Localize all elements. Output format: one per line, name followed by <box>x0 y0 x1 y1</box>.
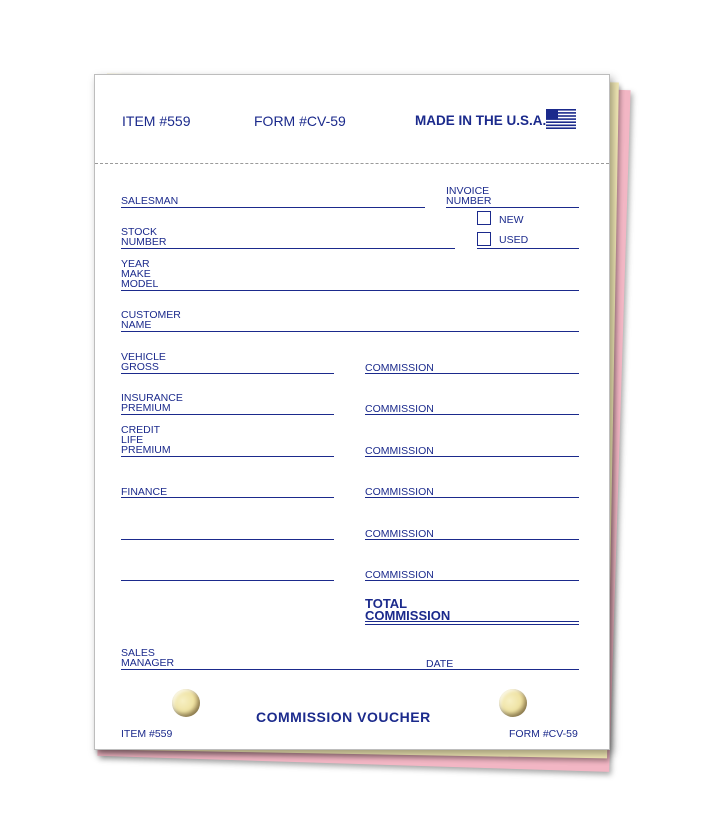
commission-line[interactable] <box>365 373 579 374</box>
invoice-number-line[interactable] <box>446 207 579 208</box>
new-label: NEW <box>499 214 524 226</box>
commission-label: COMMISSION <box>365 445 434 457</box>
total-commission-line[interactable] <box>365 621 579 622</box>
finance-label: FINANCE <box>121 486 168 498</box>
customer-name-line[interactable] <box>121 331 579 332</box>
us-flag-icon <box>546 109 576 129</box>
vehicle-gross-line[interactable] <box>121 373 334 374</box>
commission-label: COMMISSION <box>365 486 434 498</box>
commission-line[interactable] <box>365 580 579 581</box>
invoice-number-label: INVOICE NUMBER <box>446 185 492 207</box>
commission-label: COMMISSION <box>365 569 434 581</box>
blank-item-line[interactable] <box>121 539 334 540</box>
perforation-line <box>95 163 609 164</box>
new-used-underline <box>477 248 579 249</box>
salesman-label: SALESMAN <box>121 195 179 207</box>
commission-line[interactable] <box>365 414 579 415</box>
binding-hole-icon <box>499 689 527 717</box>
commission-label: COMMISSION <box>365 403 434 415</box>
insurance-premium-label: INSURANCE PREMIUM <box>121 392 183 414</box>
sales-manager-label: SALES MANAGER <box>121 647 175 669</box>
used-checkbox[interactable] <box>477 232 491 246</box>
vehicle-gross-label: VEHICLE GROSS <box>121 351 166 373</box>
commission-line[interactable] <box>365 497 579 498</box>
header-item-number: ITEM #559 <box>122 113 191 129</box>
binding-hole-icon <box>172 689 200 717</box>
new-checkbox[interactable] <box>477 211 491 225</box>
blank-item-line[interactable] <box>121 580 334 581</box>
commission-line[interactable] <box>365 456 579 457</box>
credit-life-premium-label: CREDIT LIFE PREMIUM <box>121 424 171 456</box>
sales-manager-line[interactable] <box>121 669 579 670</box>
date-label: DATE <box>426 658 454 670</box>
commission-label: COMMISSION <box>365 362 434 374</box>
credit-life-premium-line[interactable] <box>121 456 334 457</box>
total-commission-double-line <box>365 624 579 625</box>
salesman-line[interactable] <box>121 207 425 208</box>
total-commission-label: TOTAL COMMISSION <box>365 596 451 623</box>
used-label: USED <box>499 234 529 246</box>
finance-line[interactable] <box>121 497 334 498</box>
voucher-title: COMMISSION VOUCHER <box>256 709 431 725</box>
footer-item-number: ITEM #559 <box>121 728 173 740</box>
customer-name-label: CUSTOMER NAME <box>121 309 181 331</box>
year-make-model-line[interactable] <box>121 290 579 291</box>
header-form-number: FORM #CV-59 <box>254 113 346 129</box>
footer-form-number: FORM #CV-59 <box>509 728 578 740</box>
commission-line[interactable] <box>365 539 579 540</box>
stock-number-line[interactable] <box>121 248 455 249</box>
insurance-premium-line[interactable] <box>121 414 334 415</box>
year-make-model-label: YEAR MAKE MODEL <box>121 258 159 290</box>
voucher-form <box>94 74 610 750</box>
made-in-usa-label: MADE IN THE U.S.A. <box>415 113 547 128</box>
stock-number-label: STOCK NUMBER <box>121 226 167 248</box>
commission-label: COMMISSION <box>365 528 434 540</box>
